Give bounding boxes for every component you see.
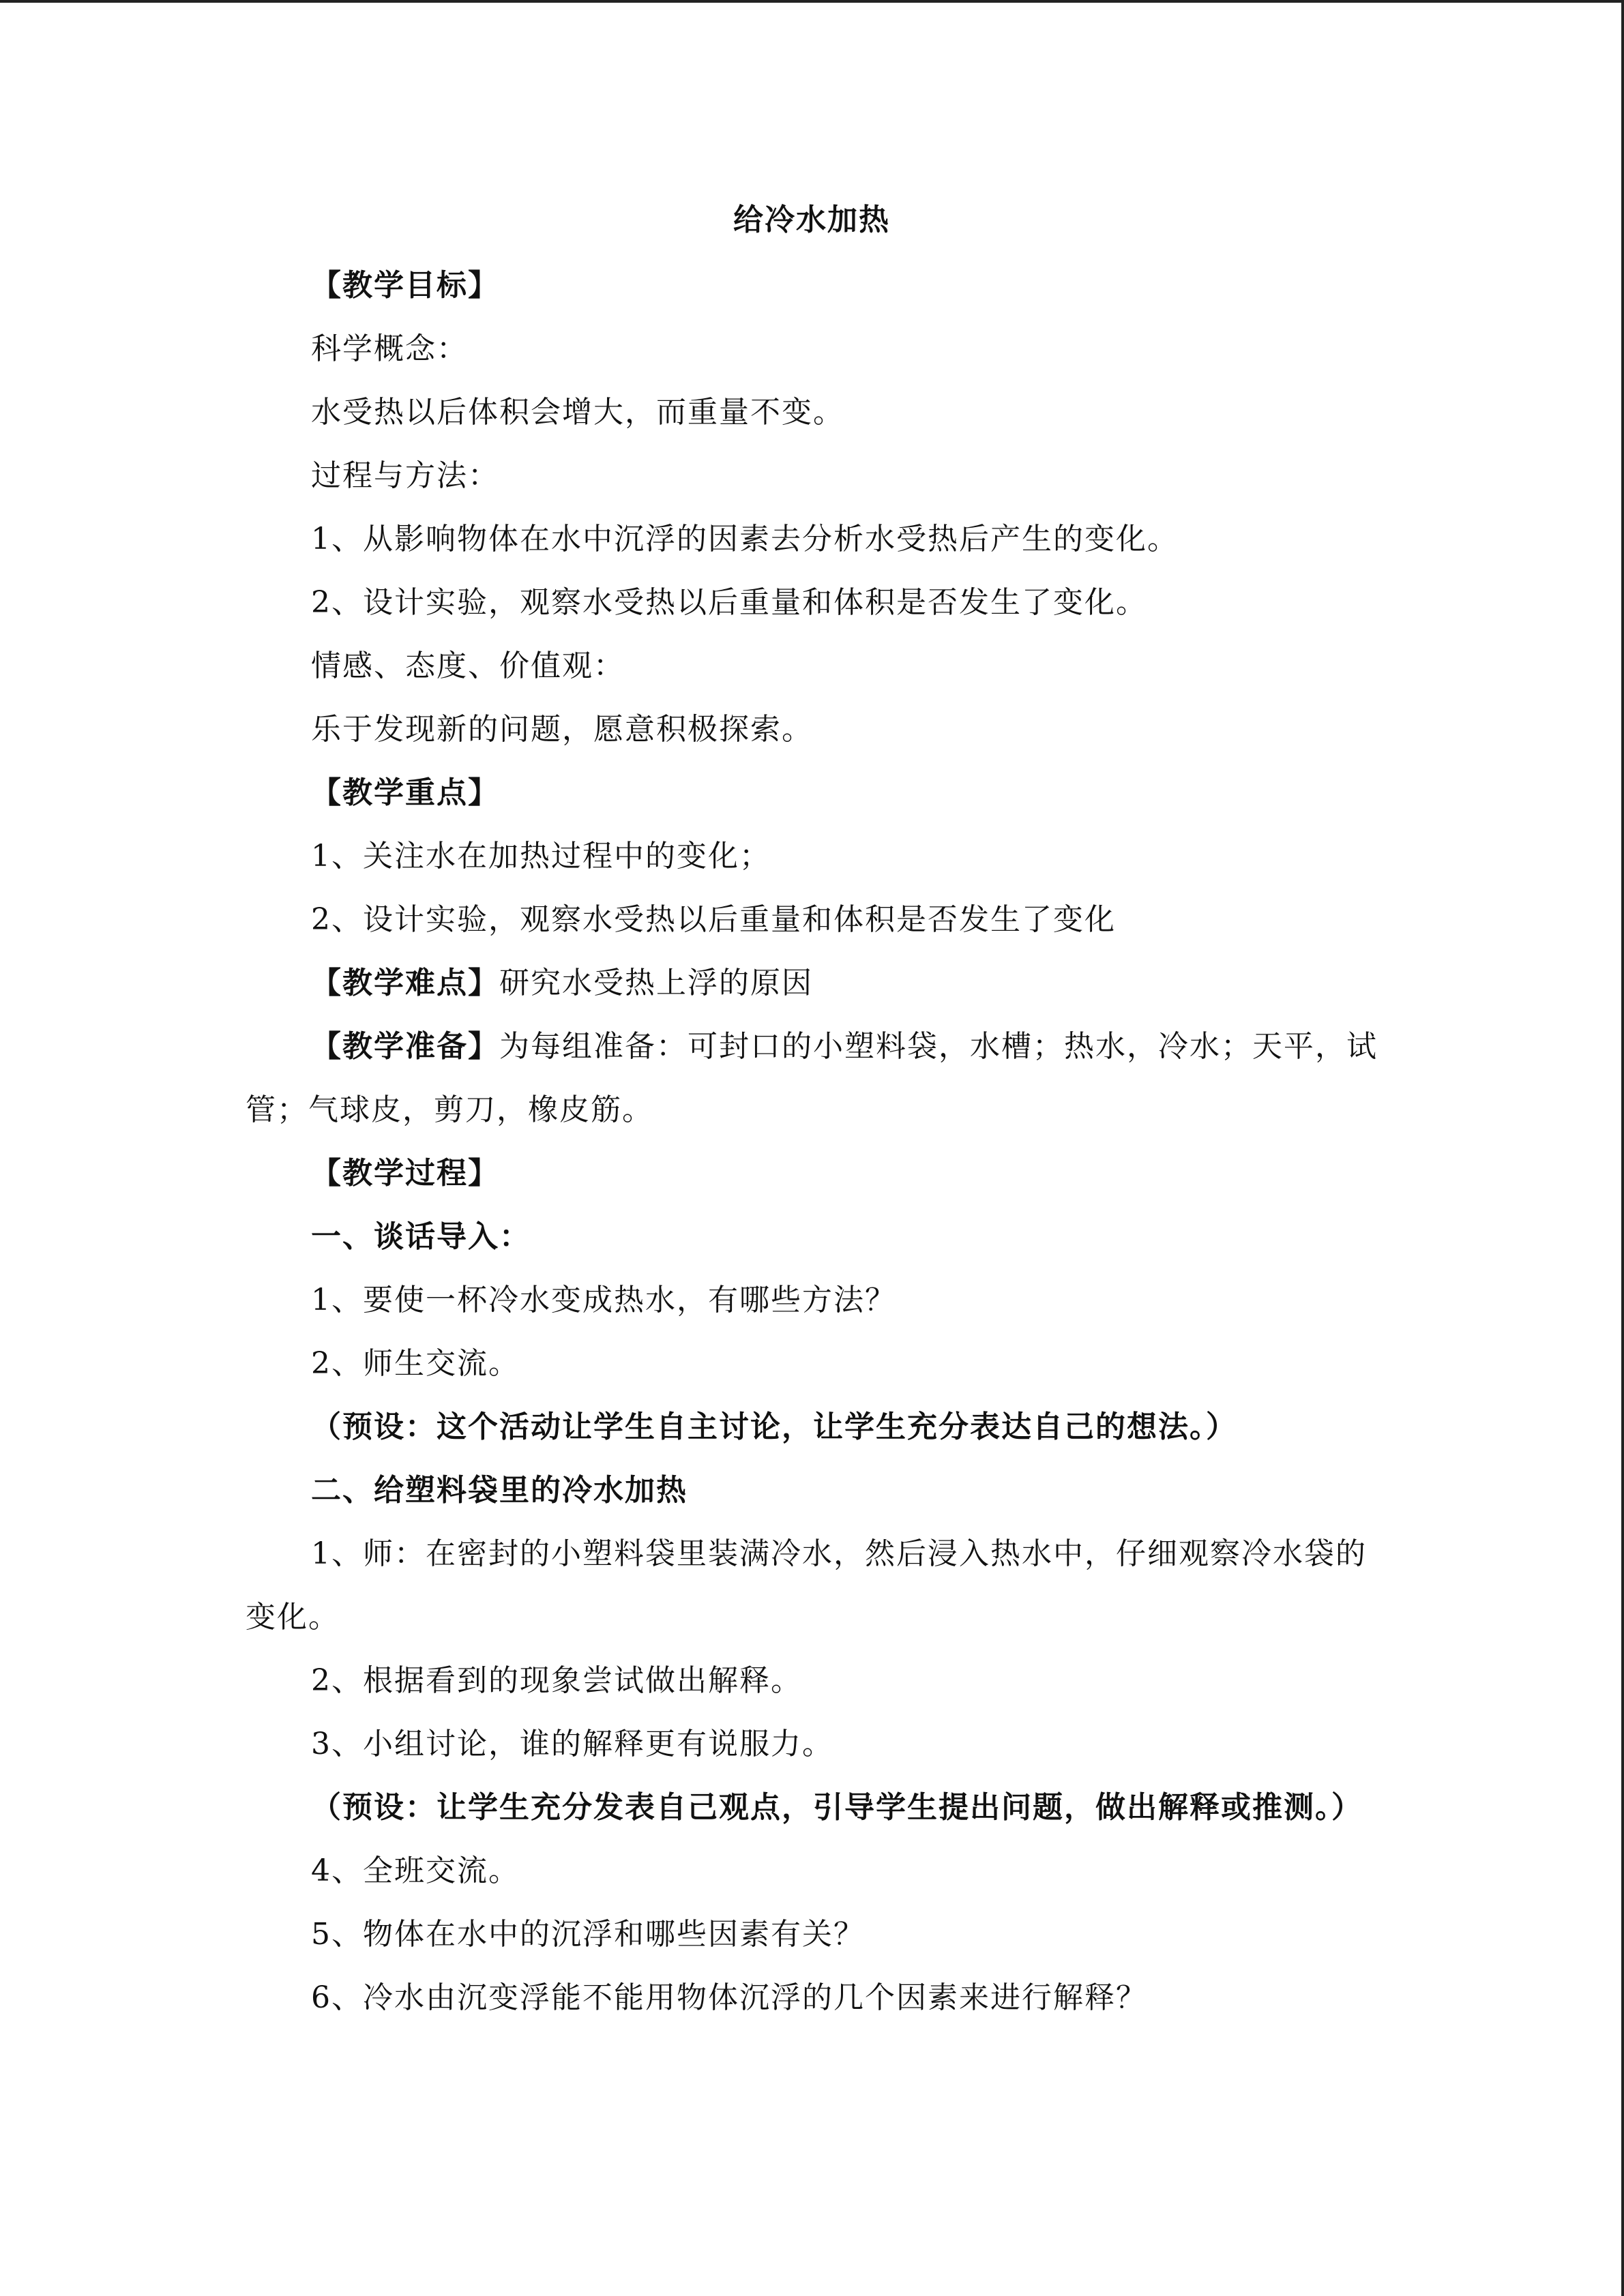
part2-item-3: 3、小组讨论，谁的解释更有说服力。 [311,1727,833,1761]
part2-item-6: 6、冷水由沉变浮能不能用物体沉浮的几个因素来进行解释？ [311,1980,1147,2015]
part1-preset: （预设：这个活动让学生自主讨论，让学生充分表达自己的想法。） [311,1410,1237,1444]
process-item-1: 1、从影响物体在水中沉浮的因素去分析水受热后产生的变化。 [311,522,1179,556]
document-title: 给冷水加热 [733,203,890,237]
process-heading: 【教学过程】 [311,1156,499,1191]
preparation-text: 为每组准备：可封口的小塑料袋，水槽；热水，冷水；天平，试管；气球皮，剪刀，橡皮筋。 [246,1029,1378,1127]
part1-heading: 一、谈话导入： [311,1219,531,1254]
key-point-1: 1、关注水在加热过程中的变化； [311,839,771,874]
key-points-heading: 【教学重点】 [311,775,499,810]
process-method-label: 过程与方法： [311,458,499,493]
part2-item-2: 2、根据看到的现象尝试做出解释。 [311,1663,802,1698]
process-item-2: 2、设计实验，观察水受热以后重量和体积是否发生了变化。 [311,585,1147,620]
preparation-paragraph [246,1015,1378,1142]
document-body [246,191,1378,2029]
science-concept-label: 科学概念： [311,331,468,366]
key-point-2: 2、设计实验，观察水受热以后重量和体积是否发生了变化 [311,902,1116,937]
part1-item-1: 1、要使一杯冷水变成热水，有哪些方法？ [311,1283,896,1317]
science-concept-text: 水受热以后体积会增大，而重量不变。 [311,395,844,430]
attitude-text: 乐于发现新的问题，愿意积极探索。 [311,712,813,747]
part2-heading: 二、给塑料袋里的冷水加热 [311,1473,688,1508]
attitude-label: 情感、态度、价值观： [311,648,625,683]
page-border-top [0,0,1624,3]
difficulty-paragraph [246,951,1378,1015]
objectives-heading: 【教学目标】 [311,268,499,303]
preparation-heading: 【教学准备】 [311,1029,499,1064]
part2-item-4: 4、全班交流。 [311,1853,520,1888]
page-border-right [1621,0,1624,2296]
difficulty-text: 研究水受热上浮的原因 [499,966,813,1000]
part2-item-5: 5、物体在水中的沉浮和哪些因素有关？ [311,1917,865,1952]
difficulty-heading: 【教学难点】 [311,966,499,1000]
part2-item-1: 1、师：在密封的小塑料袋里装满冷水，然后浸入热水中，仔细观察冷水袋的变化。 [246,1536,1367,1635]
part1-item-2: 2、师生交流。 [311,1346,520,1381]
part2-preset: （预设：让学生充分发表自己观点，引导学生提出问题，做出解释或推测。） [311,1790,1363,1825]
